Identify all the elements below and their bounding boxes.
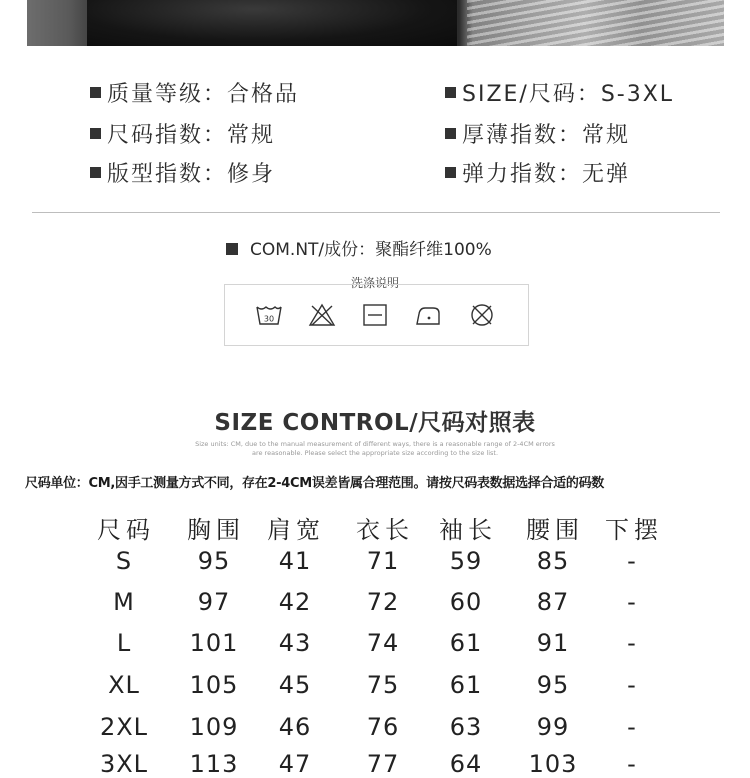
- table-cell: 95: [536, 671, 570, 699]
- attr-size-range-text: SIZE/尺码：S-3XL: [462, 82, 675, 107]
- table-cell: 87: [536, 588, 570, 616]
- table-cell: -: [627, 629, 637, 657]
- material-line: [226, 235, 492, 260]
- table-cell: L: [116, 629, 132, 657]
- attr-fit-text: 版型指数：修身: [107, 162, 276, 187]
- header-waist: 腰围: [526, 516, 584, 544]
- table-cell: 42: [278, 588, 312, 616]
- header-chest: 胸围: [187, 516, 245, 544]
- table-cell: 45: [278, 671, 312, 699]
- table-cell: 76: [366, 713, 400, 741]
- attr-quality-text: 质量等级：合格品: [107, 82, 300, 107]
- wash-temperature: 30: [263, 314, 275, 324]
- table-cell: 101: [189, 629, 239, 657]
- table-cell: 43: [278, 629, 312, 657]
- size-chart-title: SIZE CONTROL/尺码对照表: [214, 410, 536, 436]
- table-cell: 63: [449, 713, 483, 741]
- table-cell: 72: [366, 588, 400, 616]
- table-cell: S: [115, 547, 133, 575]
- table-cell: 60: [449, 588, 483, 616]
- table-cell: 75: [366, 671, 400, 699]
- table-cell: 97: [197, 588, 231, 616]
- table-cell: -: [627, 750, 637, 778]
- table-cell: 3XL: [99, 750, 149, 778]
- bullet-square-icon: [445, 167, 456, 178]
- table-cell: 91: [536, 629, 570, 657]
- iron-low-icon: [414, 303, 442, 327]
- bullet-square-icon: [90, 128, 101, 139]
- header-size: 尺码: [97, 516, 155, 544]
- bullet-square-icon: [445, 128, 456, 139]
- table-cell: 99: [536, 713, 570, 741]
- table-cell: 95: [197, 547, 231, 575]
- table-cell: 109: [189, 713, 239, 741]
- header-sleeve: 袖长: [439, 516, 497, 544]
- size-unit-note: 尺码单位：CM,因手工测量方式不同，存在2-4CM误差皆属合理范围。请按尺码表数据选择合适的码数: [25, 476, 604, 491]
- table-cell: M: [113, 588, 135, 616]
- table-cell: 59: [449, 547, 483, 575]
- attr-thickness: [445, 118, 630, 149]
- table-cell: -: [627, 671, 637, 699]
- table-cell: 41: [278, 547, 312, 575]
- attr-size-index: [90, 118, 275, 149]
- attr-elasticity: [445, 157, 630, 188]
- attr-size-index-text: 尺码指数：常规: [107, 123, 276, 148]
- header-length: 衣长: [356, 516, 414, 544]
- attr-size-range: [445, 77, 674, 108]
- wash-30-icon: [255, 303, 283, 327]
- attr-quality: [90, 77, 299, 108]
- wash-title: 洗涤说明: [350, 276, 399, 290]
- table-cell: 105: [189, 671, 239, 699]
- header-hem: 下摆: [605, 516, 663, 544]
- bullet-square-icon: [445, 87, 456, 98]
- no-dry-clean-icon: [468, 303, 496, 327]
- header-shoulder: 肩宽: [267, 516, 325, 544]
- table-cell: 103: [528, 750, 578, 778]
- table-cell: 2XL: [99, 713, 149, 741]
- divider: [32, 212, 720, 213]
- size-note-line-1: Size units: CM, due to the manual measurement of different ways, there is a reasonable range of 2-4CM errors: [195, 440, 555, 448]
- bullet-square-icon: [90, 87, 101, 98]
- size-note-line-2: are reasonable. Please select the appropriate size according to the size list.: [251, 449, 499, 457]
- table-cell: XL: [108, 671, 140, 699]
- bullet-square-icon: [226, 243, 238, 255]
- table-cell: 113: [189, 750, 239, 778]
- table-cell: 47: [278, 750, 312, 778]
- no-bleach-icon: [308, 303, 336, 327]
- table-cell: -: [627, 588, 637, 616]
- dry-flat-icon: [361, 303, 389, 327]
- attr-thickness-text: 厚薄指数：常规: [462, 123, 631, 148]
- attr-elasticity-text: 弹力指数：无弹: [462, 162, 631, 187]
- table-cell: 61: [449, 629, 483, 657]
- table-cell: -: [627, 713, 637, 741]
- background-texture: [467, 0, 724, 46]
- table-cell: 77: [366, 750, 400, 778]
- table-cell: 85: [536, 547, 570, 575]
- table-cell: 64: [449, 750, 483, 778]
- table-cell: -: [627, 547, 637, 575]
- attr-fit: [90, 157, 275, 188]
- table-cell: 74: [366, 629, 400, 657]
- product-photo: [27, 0, 724, 46]
- table-cell: 71: [366, 547, 400, 575]
- table-cell: 46: [278, 713, 312, 741]
- garment-shadow: [87, 0, 457, 46]
- material-text: COM.NT/成份：聚酯纤维100%: [250, 240, 492, 260]
- bullet-square-icon: [90, 167, 101, 178]
- table-cell: 61: [449, 671, 483, 699]
